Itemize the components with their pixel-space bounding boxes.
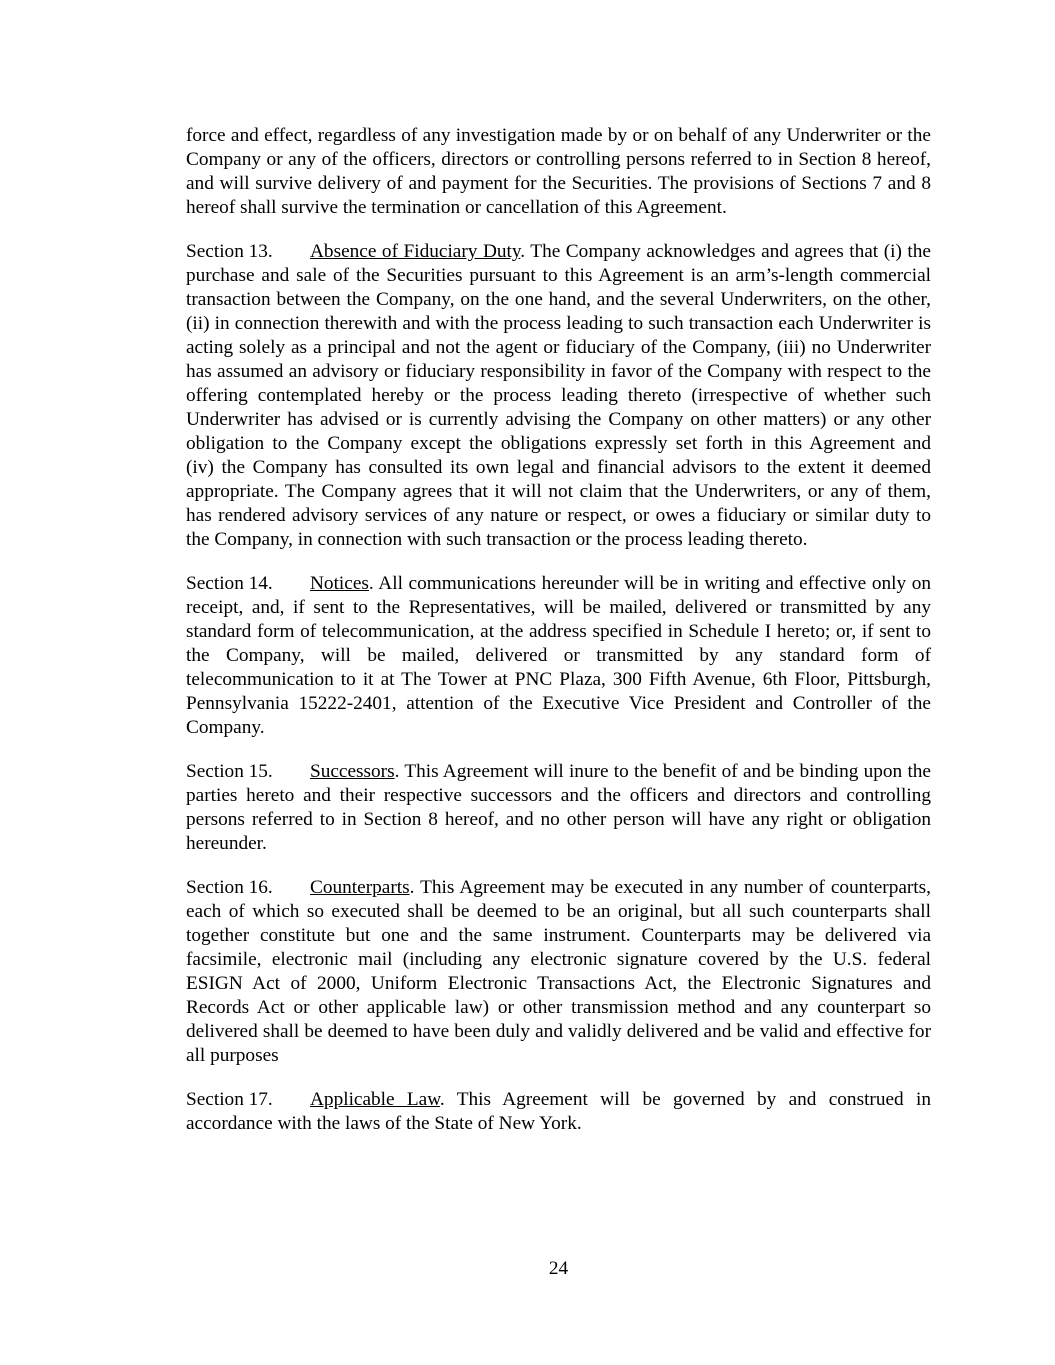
section-title: Absence of Fiduciary Duty: [310, 241, 521, 262]
document-body: [186, 124, 931, 1156]
title-punctuation: .: [409, 877, 421, 898]
section-16-paragraph: [186, 876, 931, 1068]
section-text: This Agreement will inure to the benefit of and be binding upon the parties hereto and their respective successors and the officers and directors and controlling persons referred to in Section 8 hereof, and no other person will have any right or obligation hereunder.: [186, 761, 931, 854]
section-13-paragraph: [186, 240, 931, 552]
section-text: This Agreement will be governed by and construed in accordance with the laws of the State of New York.: [186, 1089, 931, 1134]
title-punctuation: .: [520, 241, 531, 262]
section-text: This Agreement may be executed in any number of counterparts, each of which so executed shall be deemed to be an original, but all such counterparts shall together constitute but one and the same instrument. Counterparts may be delivered via facsimile, electronic mail (including any electronic signature covered by the U.S. federal ESIGN Act of 2000, Uniform Electronic Transactions Act, the Electronic Signatures and Records Act or other applicable law) or other transmission method and any counterpart so delivered shall be deemed to have been duly and validly delivered and be valid and effective for all purposes: [186, 877, 931, 1066]
section-number: Section 14.: [186, 573, 273, 594]
section-14-paragraph: [186, 572, 931, 740]
title-punctuation: .: [394, 761, 405, 782]
section-17-paragraph: [186, 1088, 931, 1136]
page-number: 24: [548, 1258, 569, 1279]
section-title: Successors: [310, 761, 395, 782]
title-punctuation: .: [368, 573, 379, 594]
continuation-paragraph: force and effect, regardless of any investigation made by or on behalf of any Underwriter or the Company or any of the officers, directors or controlling persons referred to in Section 8 hereof, and will survive delivery of and payment for the Securities. The provisions of Sections 7 and 8 hereof shall survive the termination or cancellation of this Agreement.: [186, 125, 931, 218]
section-number: Section 15.: [186, 761, 273, 782]
section-text: All communications hereunder will be in writing and effective only on receipt, and, if sent to the Representatives, will be mailed, delivered or transmitted by any standard form of telecommunication, at the address specified in Schedule I hereto; or, if sent to the Company, will be mailed, delivered or transmitted by any standard form of telecommunication to it at The Tower at PNC Plaza, 300 Fifth Avenue, 6th Floor, Pittsburgh, Pennsylvania 15222-2401, attention of the Executive Vice President and Controller of the Company.: [186, 573, 931, 738]
section-15-paragraph: [186, 760, 931, 856]
section-number: Section 17.: [186, 1089, 273, 1110]
title-punctuation: .: [439, 1089, 457, 1110]
section-title: Applicable Law: [310, 1089, 440, 1110]
section-text: The Company acknowledges and agrees that (i) the purchase and sale of the Securities pursuant to this Agreement is an arm’s-length commercial transaction between the Company, on the one hand, and the several Underwriters, on the other, (ii) in connection therewith and with the process leading to such transaction each Underwriter is acting solely as a principal and not the agent or fiduciary of the Company, (iii) no Underwriter has assumed an advisory or fiduciary responsibility in favor of the Company with respect to the offering contemplated hereby or the process leading thereto (irrespective of whether such Underwriter has advised or is currently advising the Company on other matters) or any other obligation to the Company except the obligations expressly set forth in this Agreement and (iv) the Company has consulted its own legal and financial advisors to the extent it deemed appropriate. The Company agrees that it will not claim that the Underwriters, or any of them, has rendered advisory services of any nature or respect, or owes a fiduciary or similar duty to the Company, in connection with such transaction or the process leading thereto.: [186, 241, 931, 550]
section-title: Counterparts: [310, 877, 410, 898]
section-number: Section 13.: [186, 241, 273, 262]
section-number: Section 16.: [186, 877, 273, 898]
section-title: Notices: [310, 573, 369, 594]
